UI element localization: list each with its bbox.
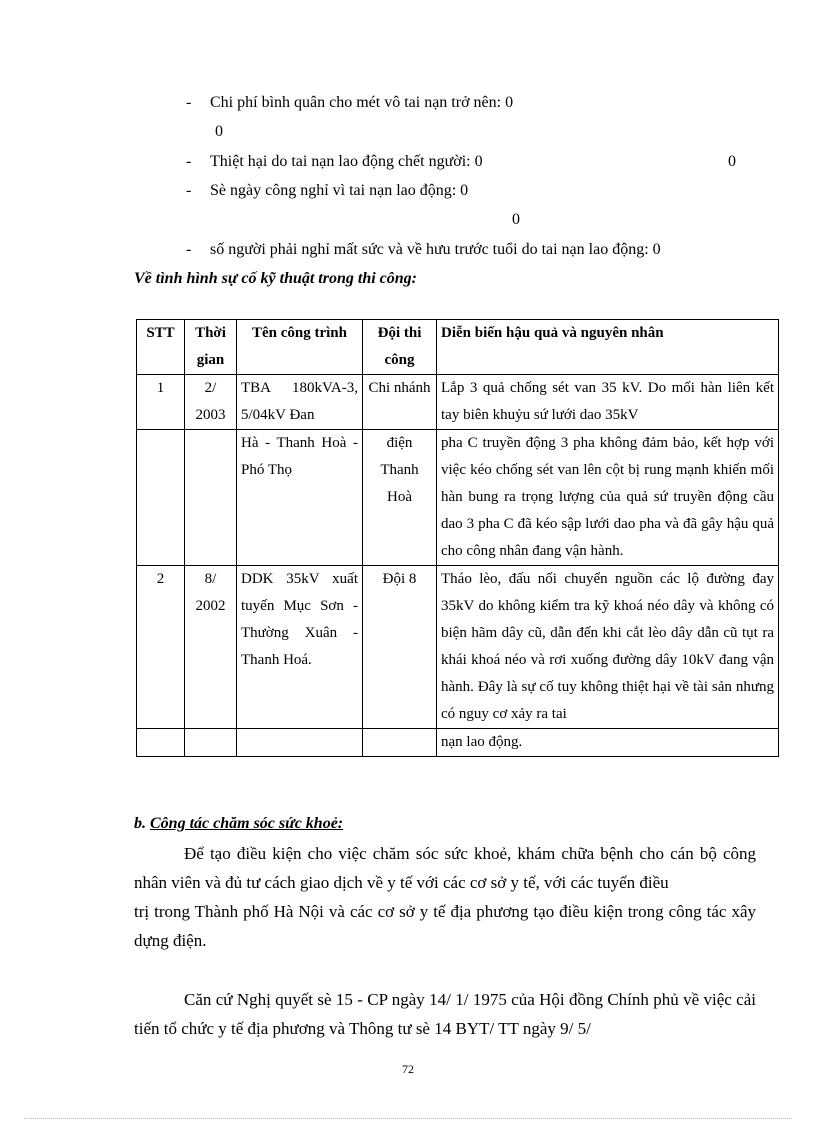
bullet-text-accident-cost: Chi phí bình quân cho mét vô tai nạn trở nên: 0: [210, 94, 514, 111]
cell-description: pha C truyền động 3 pha không đảm bảo, kết hợp với việc kéo chống sét van lên cột bị rung mạnh khiến mối hàn bung ra trọng lượng của quả sứ truyền động cầu dao 3 pha C đã kéo sập lưới dao pha và đã gây hậu quả cho công nhân đang vận hành.: [437, 430, 779, 566]
cell-stt: 2: [137, 566, 185, 729]
bullet-text-early-retirement: số người phải nghỉ mất sức và về hưu trước tuổi do tai nạn lao động: 0: [210, 241, 661, 258]
cell-time: [185, 729, 237, 757]
bullet-continuation: 0: [512, 211, 520, 228]
bullet-dash: -: [186, 182, 192, 199]
cell-team: điện Thanh Hoà: [363, 430, 437, 566]
section-b-heading: [134, 815, 343, 833]
cell-time: 2/ 2003: [185, 375, 237, 430]
cell-description: Lắp 3 quả chống sét van 35 kV. Do mối hàn liên kết tay biên khuỷu sứ lưới dao 35kV: [437, 375, 779, 430]
bullet-text-days-off: Sè ngày công nghỉ vì tai nạn lao động: 0: [210, 182, 469, 199]
cell-time: [185, 430, 237, 566]
cell-stt: 1: [137, 375, 185, 430]
header-name: Tên công trình: [237, 320, 363, 375]
paragraph-2: trị trong Thành phố Hà Nội và các cơ sở y tế địa phương tạo điều kiện trong công tác xây dựng điện.: [134, 902, 756, 950]
cell-team: Đội 8: [363, 566, 437, 729]
cell-time: 8/ 2002: [185, 566, 237, 729]
bullet-dash: -: [186, 153, 192, 170]
bullet-dash: -: [186, 94, 192, 111]
cell-name: DDK 35kV xuất tuyến Mục Sơn - Thường Xuân - Thanh Hoá.: [237, 566, 363, 729]
cell-description: nạn lao động.: [437, 729, 779, 757]
bullet-dash: -: [186, 241, 192, 258]
section-b-title: Công tác chăm sóc sức khoẻ:: [150, 815, 344, 832]
table-row: [137, 729, 779, 757]
incident-table: [136, 319, 779, 757]
table-header-row: [137, 320, 779, 375]
table-row: [137, 430, 779, 566]
page-footer-divider: [24, 1118, 792, 1119]
table-row: [137, 566, 779, 729]
paragraph-3: Căn cứ Nghị quyết sè 15 - CP ngày 14/ 1/ 1975 của Hội đồng Chính phủ về việc cải tiến tổ chức y tế địa phương và Thông tư sè 14 BYT/ TT ngày 9/ 5/: [134, 990, 756, 1038]
cell-team: [363, 729, 437, 757]
table-row: [137, 375, 779, 430]
paragraph-1: Để tạo điều kiện cho việc chăm sóc sức khoẻ, khám chữa bệnh cho cán bộ công nhân viên và đủ tư cách giao dịch về y tế với các cơ sở y tế, với các tuyến điều: [134, 844, 756, 892]
cell-team: Chi nhánh: [363, 375, 437, 430]
header-time: Thời gian: [185, 320, 237, 375]
section-b-prefix: b.: [134, 815, 150, 832]
cell-description: Tháo lèo, đấu nối chuyển nguồn các lộ đường đay 35kV do không kiểm tra kỹ khoá néo dây và không có biện hãm dây cũ, dẫn đến khi cắt lèo dây dẫn cũ tụt ra khái khoá néo và rơi xuống đường dây 10kV đang vận hành. Đây là sự cố tuy không thiệt hại về tài sản nhưng có nguy cơ xảy ra tai: [437, 566, 779, 729]
header-stt: STT: [137, 320, 185, 375]
header-team: Đội thi công: [363, 320, 437, 375]
bullet-extra-value: 0: [728, 153, 736, 170]
header-description: Diễn biến hậu quả và nguyên nhân: [437, 320, 779, 375]
page-number: 72: [402, 1062, 414, 1076]
paragraph-health-care: [134, 839, 756, 955]
cell-name: Hà - Thanh Hoà - Phó Thọ: [237, 430, 363, 566]
cell-name: [237, 729, 363, 757]
bullet-continuation: 0: [215, 123, 223, 140]
cell-stt: [137, 430, 185, 566]
cell-stt: [137, 729, 185, 757]
bullet-text-fatal-damage: Thiệt hại do tai nạn lao động chết người: 0: [210, 153, 483, 170]
paragraph-resolution: [134, 985, 756, 1043]
section-heading-technical-incidents: Về tình hình sự cố kỹ thuật trong thi công:: [134, 270, 417, 287]
cell-name: TBA 180kVA-3, 5/04kV Đan: [237, 375, 363, 430]
